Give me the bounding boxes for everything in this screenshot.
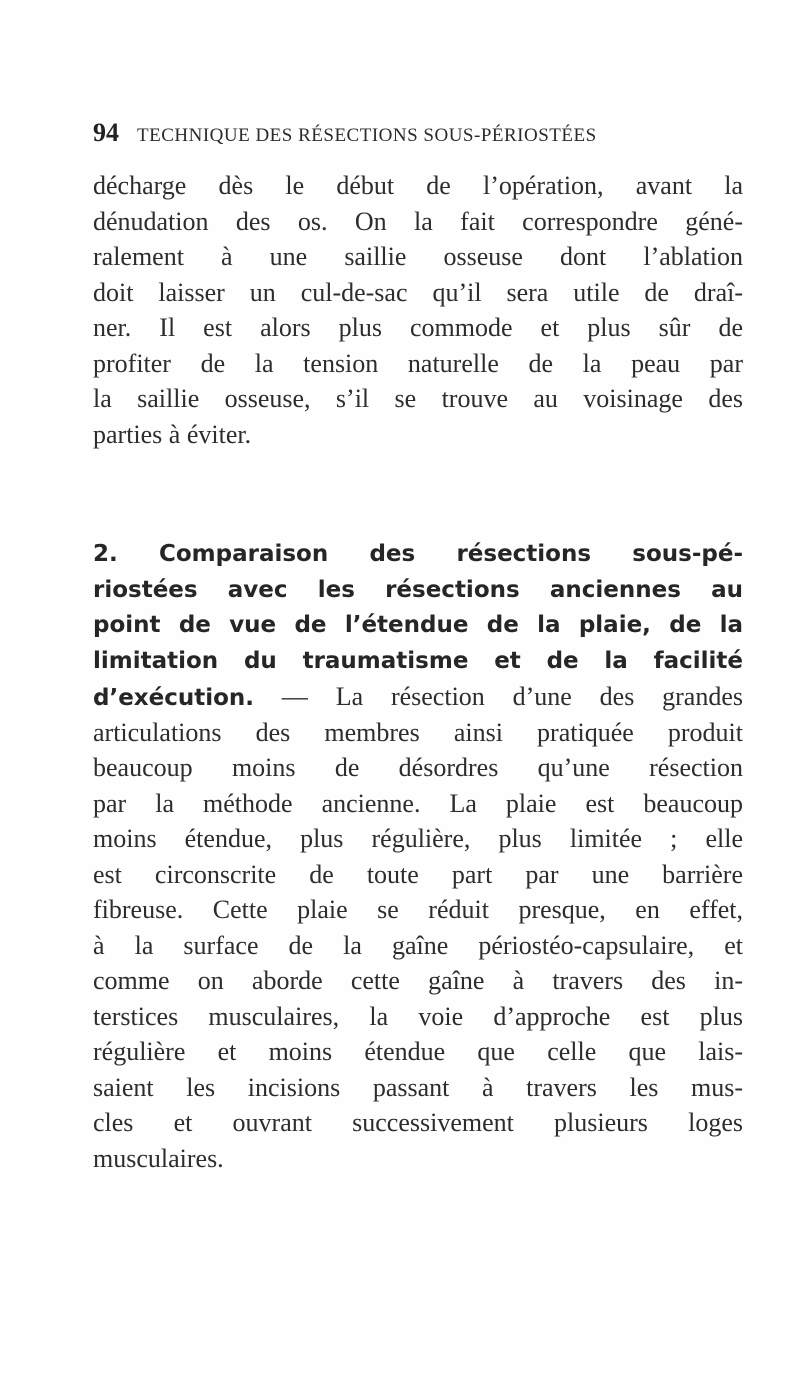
section-heading-line: riostées avec les résections anciennes au — [93, 576, 743, 603]
section-text-start: — La résection d’une des grandes — [254, 682, 743, 711]
text-line: doit laisser un cul-de-sac qu’il sera utile de draî- — [93, 277, 743, 307]
text-line: à la surface de la gaîne périostéo-capsulaire, et — [93, 930, 743, 960]
running-head-title: TECHNIQUE DES RÉSECTIONS SOUS-PÉRIOSTÉES — [137, 125, 597, 146]
section-heading-line: limitation du traumatisme et de la facilité — [93, 647, 743, 674]
text-line: cles et ouvrant successivement plusieurs loges — [93, 1108, 743, 1137]
text-line: terstices musculaires, la voie d’approche est plus — [93, 1001, 743, 1031]
text-line: saient les incisions passant à travers les mus- — [93, 1072, 743, 1102]
text-line: ner. Il est alors plus commode et plus sûr de — [93, 313, 743, 342]
text-line: comme on aborde cette gaîne à travers des in- — [93, 966, 743, 995]
section-heading-line: 2. Comparaison des résections sous-pé- — [93, 541, 743, 567]
text-line: parties à éviter. — [93, 419, 252, 449]
section-heading-line: point de vue de l’étendue de la plaie, de la — [93, 612, 743, 638]
text-line: est circonscrite de toute part par une barrière — [93, 859, 743, 889]
paragraph-1 — [93, 168, 743, 452]
text-line: ralement à une saillie osseuse dont l’ablation — [93, 242, 743, 271]
text-line: dénudation des os. On la fait correspondre géné- — [93, 206, 743, 236]
text-line: fibreuse. Cette plaie se réduit presque, en effet, — [93, 895, 743, 924]
text-line-mixed — [93, 679, 743, 715]
text-line: régulière et moins étendue que celle que lais- — [93, 1037, 743, 1066]
text-line: beaucoup moins de désordres qu’une résection — [93, 753, 743, 782]
running-head — [93, 118, 733, 150]
section-2 — [93, 537, 743, 1176]
text-line: musculaires. — [93, 1143, 224, 1173]
text-line: articulations des membres ainsi pratiquée produit — [93, 717, 743, 747]
text-line: moins étendue, plus régulière, plus limitée ; elle — [93, 824, 743, 853]
page-number: 94 — [93, 118, 119, 147]
text-line: par la méthode ancienne. La plaie est beaucoup — [93, 788, 743, 818]
text-line: décharge dès le début de l’opération, avant la — [93, 171, 743, 200]
text-line: profiter de la tension naturelle de la peau par — [93, 348, 743, 378]
section-heading-tail: d’exécution. — [93, 685, 255, 711]
text-line: la saillie osseuse, s’il se trouve au voisinage des — [93, 384, 743, 413]
